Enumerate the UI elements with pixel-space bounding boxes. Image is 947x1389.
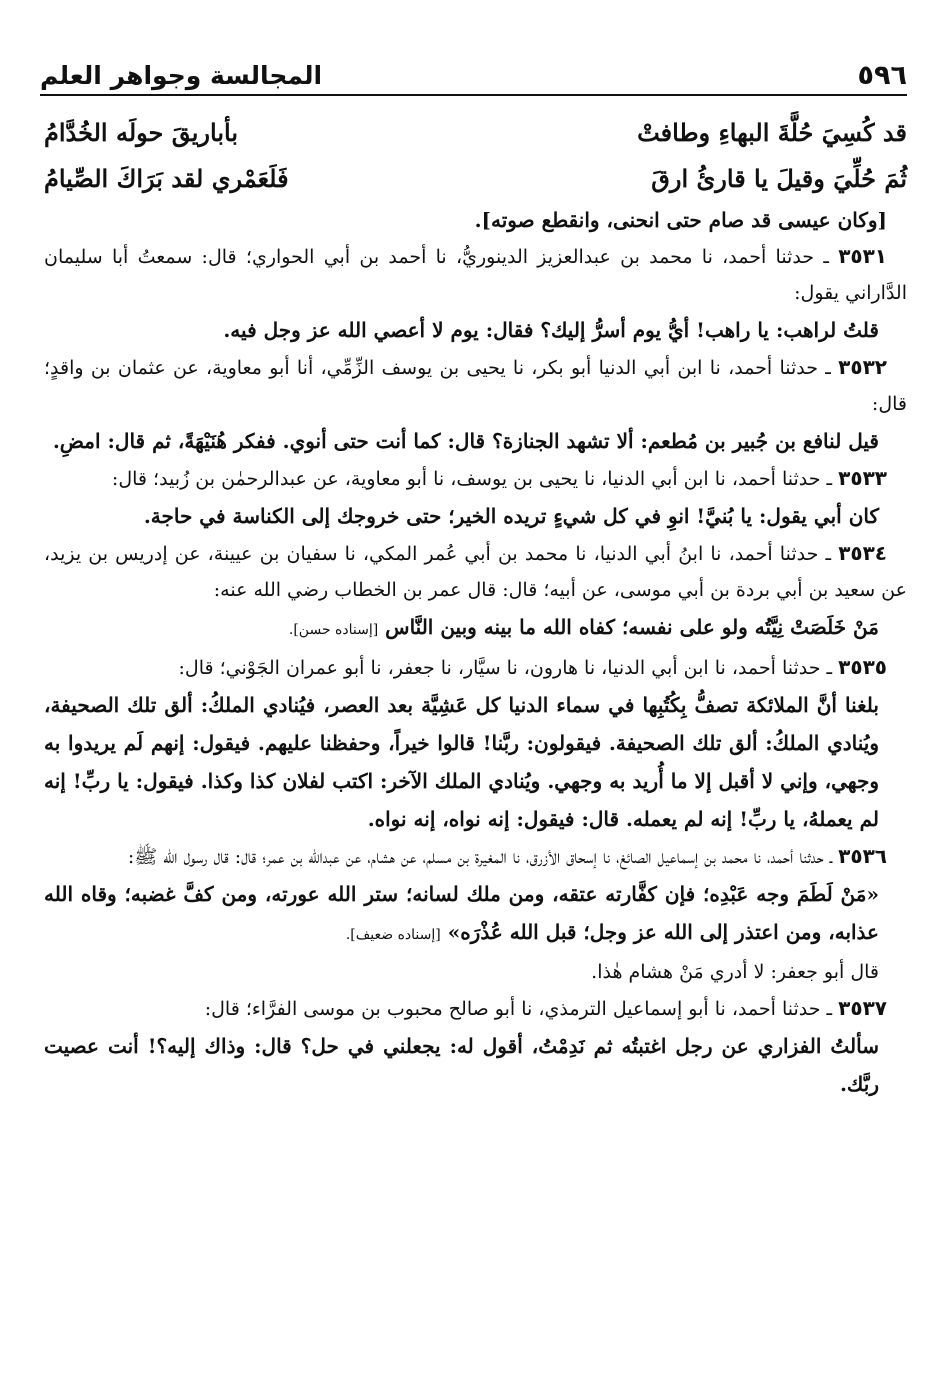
hadith-chain — [44, 460, 907, 497]
hadith-chain — [44, 990, 907, 1027]
verse-note: [وكان عيسى قد صام حتى انحنى، وانقطع صوته]. — [474, 208, 887, 232]
poem-hemistich-left: بأباريقَ حولَه الخُدَّامُ — [44, 118, 238, 147]
hadith-text: بلغنا أنَّ الملائكة تصفُّ بِكُتُبِها في سماء الدنيا كل عَشِيَّة بعد العصر، فيُنادي الملكُ: ألق تلك الصحيفة، ويُنادي الملكُ: ألق تلك الصحيفة. فيقولون: ربَّنا! قالوا خيراً، وحفظنا عليهم. فيقول: إنهم لَم يريدوا به وجهي، وإني لا أقبل إلا ما أُريد به وجهي. ويُنادي الملك الآخر: اكتب لفلان كذا وكذا. فيقول: يا ربِّ! إنه لم يعملهُ، يا ربِّ! إنه لم يعمله. قال: فيقول: إنه نواه، إنه نواه. — [44, 693, 879, 831]
header-divider — [40, 94, 907, 96]
hadith-chain — [44, 349, 907, 422]
poem-hemistich-left: فَلَعَمْري لقد بَرَاكَ الصِّيامُ — [44, 164, 289, 193]
hadith-chain — [44, 535, 907, 608]
chain-text: ـ حدثنا أحمد، نا ابن أبي الدنيا أبو بكر، نا يحيى بن يوسف الزِّمِّي، أنا أبو معاوية، عن عثمان بن واقدٍ؛ قال: — [44, 357, 907, 415]
chain-text: ـ حدثنا أحمد، نا ابنُ أبي الدنيا، نا محمد بن أبي عُمر المكي، نا سفيان بن عيينة، عن إدريس بن يزيد، عن سعيد بن أبي بردة بن أبي موسى، عن أبيه؛ قال: قال عمر بن الخطاب رضي الله عنه: — [44, 543, 907, 601]
page-number: ٥٩٦ — [857, 59, 907, 91]
poem-line-2 — [44, 156, 907, 202]
hadith-chain — [44, 838, 907, 875]
entry-number: ٣٥٣٣ — [838, 466, 887, 490]
poem-hemistich-right: ثُمَ حُلِّيَ وقيلَ يا قارئُ ارقَ — [651, 164, 907, 193]
hadith-text — [44, 608, 907, 649]
entry-number: ٣٥٣١ — [838, 244, 888, 268]
hadith-body: «مَنْ لَطَمَ وجه عَبْدِه؛ فإن كفَّارته عتقه، ومن ملك لسانه؛ ستر الله عورته، ومن كفَّ غضبه؛ وقاه الله عذابه، ومن اعتذر إلى الله عز وجل؛ قبل الله عُذْرَه» — [44, 882, 879, 944]
hadith-text: قلتُ لراهب: يا راهب! أيُّ يوم أسرُّ إليك؟ فقال: يوم لا أعصي الله عز وجل فيه. — [223, 318, 879, 342]
chain-grade: [إسناده ضعيف]. — [345, 927, 441, 943]
chain-text: ـ حدثنا أحمد، نا محمد بن عبدالعزيز الدينوريُّ، نا أحمد بن أبي الحواري؛ قال: سمعتُ أبا سليمان الدَّاراني يقول: — [44, 246, 907, 304]
chain-text: ـ حدثنا أحمد، نا ابن أبي الدنيا، نا يحيى بن يوسف، نا أبو معاوية، عن عبدالرحمٰن بن زُبيد؛ قال: — [111, 468, 833, 490]
entry-number: ٣٥٣٦ — [838, 844, 887, 868]
chain-text: ـ حدثنا أحمد، نا ابن أبي الدنيا، نا هارون، نا سيَّار، نا جعفر، نا أبو عمران الجَوْني؛ قال: — [178, 657, 833, 679]
page-body — [44, 110, 907, 1103]
chain-grade: [إسناده حسن]. — [288, 622, 379, 638]
running-title: المجالسة وجواهر العلم — [40, 60, 323, 90]
page-header — [40, 55, 907, 95]
hadith-chain — [44, 238, 907, 311]
hadith-body: مَنْ خَلَصَتْ نِيَّتُه ولو على نفسه؛ كفاه الله ما بينه وبين النَّاس — [385, 615, 879, 639]
chain-text: ـ حدثنا أحمد، نا أبو إسماعيل الترمذي، نا أبو صالح محبوب بن موسى الفرَّاء؛ قال: — [204, 998, 833, 1020]
entry-number: ٣٥٣٢ — [838, 355, 887, 379]
hadith-chain — [44, 649, 907, 686]
entry-number: ٣٥٣٤ — [838, 541, 888, 565]
hadith-text: كان أبي يقول: يا بُنيَّ! انوِ في كل شيءٍ تريده الخير؛ حتى خروجك إلى الكناسة في حاجة. — [143, 504, 879, 528]
editor-note: قال أبو جعفر: لا أدري مَنْ هشام هٰذا. — [591, 961, 879, 983]
hadith-text: قيل لنافع بن جُبير بن مُطعم: ألا تشهد الجنازة؟ قال: كما أنت حتى أنوي. ففكر هُنَيْهَةً، ثم قال: امضِ. — [52, 429, 879, 453]
chain-text: ـ حدثنا أحمد، نا محمد بن إسماعيل الصائغ، نا إسحاق الأزرق، نا المغيرة بن مسلم، عن هشام، عن عبدالله بن عمر؛ قال: قال رسول الله ﷺ: — [127, 846, 833, 868]
poem-hemistich-right: قد كُسِيَ حُلَّةَ البهاءِ وطافتْ — [637, 118, 907, 147]
hadith-text: سألتُ الفزاري عن رجل اغتبتُه ثم نَدِمْتُ، أقول له: يجعلني في حل؟ قال: وذاك إليه؟! أنت عصيت ربَّك. — [44, 1034, 879, 1096]
poem-line-1 — [44, 110, 907, 156]
hadith-text — [44, 875, 907, 954]
entry-number: ٣٥٣٧ — [838, 996, 887, 1020]
entry-number: ٣٥٣٥ — [838, 655, 887, 679]
